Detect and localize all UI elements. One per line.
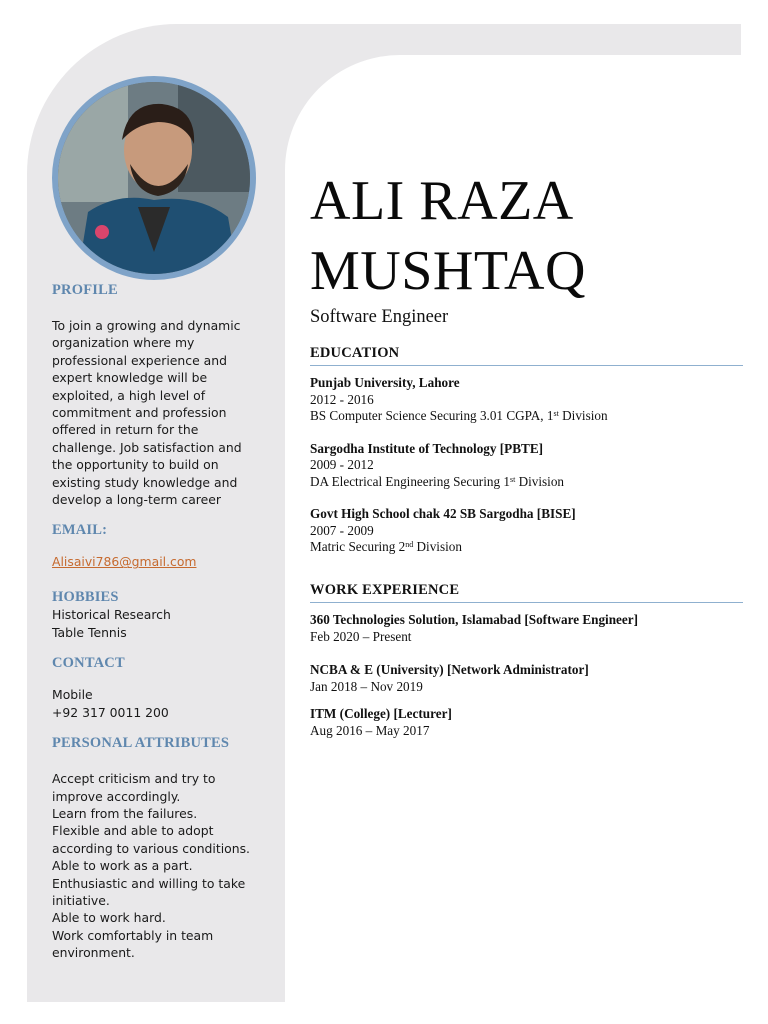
email-heading: EMAIL: bbox=[52, 522, 108, 539]
hobbies-list bbox=[52, 606, 274, 641]
experience-title: NCBA & E (University) [Network Administrator] bbox=[310, 662, 589, 677]
name-line-2: MUSHTAQ bbox=[310, 240, 586, 302]
attribute-line: Able to work as a part. bbox=[52, 858, 193, 874]
profile-line: exploited, a high level of bbox=[52, 387, 206, 403]
education-title: Govt High School chak 42 SB Sargodha [BISE] bbox=[310, 506, 576, 521]
contact-phone: +92 317 0011 200 bbox=[52, 704, 169, 720]
contact-info bbox=[52, 686, 274, 721]
name-line-1: ALI RAZA bbox=[310, 170, 574, 232]
attribute-line: environment. bbox=[52, 945, 135, 961]
contact-label: Mobile bbox=[52, 687, 93, 703]
education-title: Sargodha Institute of Technology [PBTE] bbox=[310, 440, 544, 456]
education-years: 2012 - 2016 bbox=[310, 391, 374, 407]
profile-line: To join a growing and dynamic bbox=[52, 318, 241, 333]
candidate-name bbox=[310, 166, 740, 306]
experience-period: Feb 2020 – Present bbox=[310, 628, 412, 644]
profile-line: organization where my bbox=[52, 335, 195, 351]
attributes-text bbox=[52, 770, 274, 961]
job-title: Software Engineer bbox=[310, 307, 449, 327]
attribute-line: Enthusiastic and willing to take bbox=[52, 875, 246, 891]
email-link[interactable]: Alisaivi786@gmail.com bbox=[52, 554, 197, 570]
detail-text: BS Computer Science Securing 3.01 CGPA, 1 bbox=[310, 408, 554, 423]
sidebar bbox=[52, 282, 274, 962]
detail-text: Matric Securing 2 bbox=[310, 539, 406, 554]
experience-title: 360 Technologies Solution, Islamabad [Software Engineer] bbox=[310, 612, 639, 627]
profile-line: expert knowledge will be bbox=[52, 370, 208, 386]
experience-period: Jan 2018 – Nov 2019 bbox=[310, 678, 423, 694]
education-detail bbox=[310, 474, 743, 491]
education-entry bbox=[310, 506, 743, 556]
attribute-line: initiative. bbox=[52, 892, 110, 908]
experience-entry bbox=[310, 612, 743, 645]
attribute-line: according to various conditions. bbox=[52, 840, 250, 856]
education-section bbox=[310, 345, 743, 556]
attribute-line: Flexible and able to adopt bbox=[52, 823, 214, 839]
experience-entry bbox=[310, 706, 743, 739]
profile-line: offered in return for the bbox=[52, 422, 199, 438]
experience-title: ITM (College) [Lecturer] bbox=[310, 706, 452, 721]
education-entry bbox=[310, 375, 743, 425]
profile-photo bbox=[52, 76, 256, 280]
hobby-item: Table Tennis bbox=[52, 624, 127, 640]
hobby-item: Historical Research bbox=[52, 607, 171, 623]
profile-line: professional experience and bbox=[52, 352, 227, 368]
attribute-line: Work comfortably in team bbox=[52, 927, 214, 943]
profile-heading: PROFILE bbox=[52, 282, 118, 298]
experience-section bbox=[310, 582, 743, 739]
education-detail bbox=[310, 408, 743, 425]
education-entry bbox=[310, 441, 743, 491]
profile-line: develop a long-term career bbox=[52, 492, 221, 508]
contact-heading: CONTACT bbox=[52, 655, 125, 672]
attribute-line: Able to work hard. bbox=[52, 910, 166, 926]
ordinal-suffix: nd bbox=[405, 540, 414, 549]
detail-text: Division bbox=[515, 473, 565, 489]
profile-line: the opportunity to build on bbox=[52, 457, 219, 473]
profile-text bbox=[52, 317, 274, 508]
ordinal-suffix: st bbox=[509, 474, 516, 484]
attribute-line: improve accordingly. bbox=[52, 788, 181, 804]
attribute-line: Learn from the failures. bbox=[52, 805, 198, 821]
profile-line: commitment and profession bbox=[52, 405, 227, 421]
education-detail bbox=[310, 539, 743, 556]
attribute-line: Accept criticism and try to bbox=[52, 771, 216, 787]
ordinal-suffix: st bbox=[553, 409, 559, 418]
detail-text: Division bbox=[413, 539, 462, 554]
portrait-image bbox=[58, 82, 250, 274]
education-title: Punjab University, Lahore bbox=[310, 375, 460, 390]
attributes-heading: PERSONAL ATTRIBUTES bbox=[52, 735, 230, 752]
experience-entry bbox=[310, 662, 743, 695]
profile-line: existing study knowledge and bbox=[52, 474, 238, 490]
education-years: 2009 - 2012 bbox=[310, 457, 374, 472]
education-heading: EDUCATION bbox=[310, 345, 743, 366]
profile-line: challenge. Job satisfaction and bbox=[52, 439, 242, 455]
education-years: 2007 - 2009 bbox=[310, 522, 374, 538]
experience-heading: WORK EXPERIENCE bbox=[310, 582, 743, 603]
detail-text: DA Electrical Engineering Securing 1 bbox=[310, 473, 510, 489]
detail-text: Division bbox=[558, 408, 608, 423]
experience-period: Aug 2016 – May 2017 bbox=[310, 722, 430, 738]
hobbies-heading: HOBBIES bbox=[52, 589, 119, 606]
